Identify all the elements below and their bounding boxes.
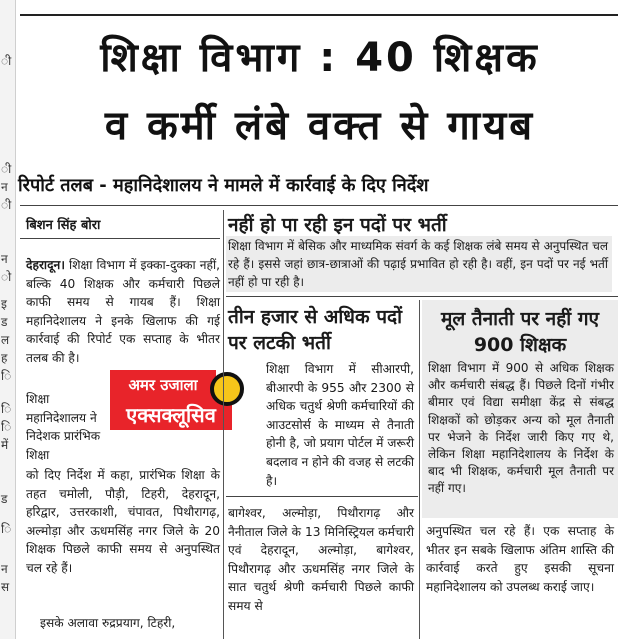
box-mid-heading: तीन हजार से अधिक पदों पर लटकी भर्ती xyxy=(228,306,402,354)
strip-char: ी xyxy=(1,198,12,212)
logo-brand: अमर उजाला xyxy=(110,370,216,400)
continuation-middle: बागेश्वर, अल्मोड़ा, पिथौरागढ़ और नैनीताल जिले के 13 मिनिस्ट्रियल कर्मचारी एवं देहरादून, अल्मोड़ा, बागेश्वर, पिथौरागढ़ और ऊधमसिंह नगर जिले के सात चतुर्थ श्रेणी कर्मचारी पिछले काफी समय से xyxy=(228,506,414,613)
box-top-heading: नहीं हो पा रही इन पदों पर भर्ती xyxy=(228,214,447,236)
divider xyxy=(20,205,618,206)
main-story-p2-prefix: शिक्षा महानिदेशालय ने निदेशक प्रारंभिक शिक्षा xyxy=(26,392,101,462)
divider xyxy=(226,496,418,497)
exclusive-logo xyxy=(110,370,236,458)
box-right-body: शिक्षा विभाग में 900 से अधिक शिक्षक और कर्मचारी संबद्ध हैं। पिछले दिनों गंभीर बीमार एवं विद्या समीक्षा केंद्र से संबद्ध शिक्षकों को छोड़कर अन्य को मूल तैनाती पर भेजने के निर्देश जारी किए गए थे, लेकिन शिक्षा महानिदेशालय के निर्देश के बाद भी शिक्षक, कर्मचारी मूल तैनाती पर नहीं गए। xyxy=(428,361,614,496)
strip-char: स xyxy=(1,580,10,594)
divider xyxy=(20,238,220,239)
strip-char: ी xyxy=(1,54,12,68)
strip-char: ि xyxy=(1,420,12,434)
box-top-body: शिक्षा विभाग में बेसिक और माध्यमिक संवर्ग के कई शिक्षक लंबे समय से अनुपस्थित चल रहे हैं। इससे जहां छात्र-छात्राओं की पढ़ाई प्रभावित हो रही है। वहीं, इन पदों पर नई भर्ती नहीं हो पा रही है। xyxy=(228,239,608,289)
byline: बिशन सिंह बोरा xyxy=(26,218,101,233)
top-rule xyxy=(20,14,618,16)
main-story-text: शिक्षा विभाग में इक्का-दुक्का नहीं, बल्कि 40 शिक्षक और कर्मचारी पिछले काफी समय से गायब हैं। शिक्षा महानिदेशालय ने इनके खिलाफ की गई कार्रवाई की रिपोर्ट एक सप्ताह के भीतर तलब की है। xyxy=(26,258,220,365)
main-story-p1 xyxy=(26,256,220,368)
strip-char: ह xyxy=(1,351,8,365)
subheadline: रिपोर्ट तलब - महानिदेशालय ने मामले में कार्रवाई के दिए निर्देश xyxy=(18,175,429,196)
divider xyxy=(226,296,618,297)
main-story-p3: इसके अलावा रुद्रप्रयाग, टिहरी, xyxy=(40,616,176,630)
headline-line-2: व कर्मी लंबे वक्त से गायब xyxy=(104,103,536,149)
strip-char: में xyxy=(1,438,9,452)
strip-char: ि xyxy=(1,402,12,416)
column-divider xyxy=(223,210,224,639)
logo-emblem-icon xyxy=(210,372,244,406)
headline-line-1: शिक्षा विभाग : 40 शिक्षक xyxy=(100,35,540,81)
logo-exclusive: एक्सक्लूसिव xyxy=(110,400,232,430)
box-mid-body: शिक्षा विभाग में सीआरपी, बीआरपी के 955 और 2300 से अधिक चतुर्थ श्रेणी कर्मचारियों की आउटसोर्स के माध्यम से तैनाती होनी है, जो प्रयाग पोर्टल में जरूरी बदलाव न होने की वजह से लटकी है। xyxy=(266,362,414,488)
strip-char: ड xyxy=(1,315,8,329)
strip-char: न xyxy=(1,252,8,266)
strip-char: ि xyxy=(1,369,12,383)
strip-char: ो xyxy=(1,270,12,284)
strip-char: ल xyxy=(1,333,10,347)
dateline: देहरादून। xyxy=(26,258,65,272)
strip-char: न xyxy=(1,180,8,194)
main-story-p2: को दिए निर्देश में कहा, प्रारंभिक शिक्षा के तहत चमोली, पौड़ी, टिहरी, देहरादून, हरिद्वार, उत्तरकाशी, चंपावत, पिथौरागढ़, अल्मोड़ा और ऊधमसिंह नगर जिले के 20 शिक्षक पिछले काफी समय से अनुपस्थित चल रहे हैं। xyxy=(26,468,220,575)
strip-char: ड xyxy=(1,492,8,506)
box-right-heading: मूल तैनाती पर नहीं गए 900 शिक्षक xyxy=(440,308,600,356)
continuation-right: अनुपस्थित चल रहे हैं। एक सप्ताह के भीतर इन सबके खिलाफ अंतिम शास्ति की कार्रवाई करते हुए इसकी सूचना महानिदेशालय को उपलब्ध कराई जाए। xyxy=(426,524,614,594)
column-divider xyxy=(419,300,420,639)
strip-char: इ xyxy=(1,297,7,311)
strip-char: न xyxy=(1,562,8,576)
strip-char: ि xyxy=(1,522,12,536)
adjacent-page-strip xyxy=(0,0,16,639)
strip-char: ी xyxy=(1,162,12,176)
